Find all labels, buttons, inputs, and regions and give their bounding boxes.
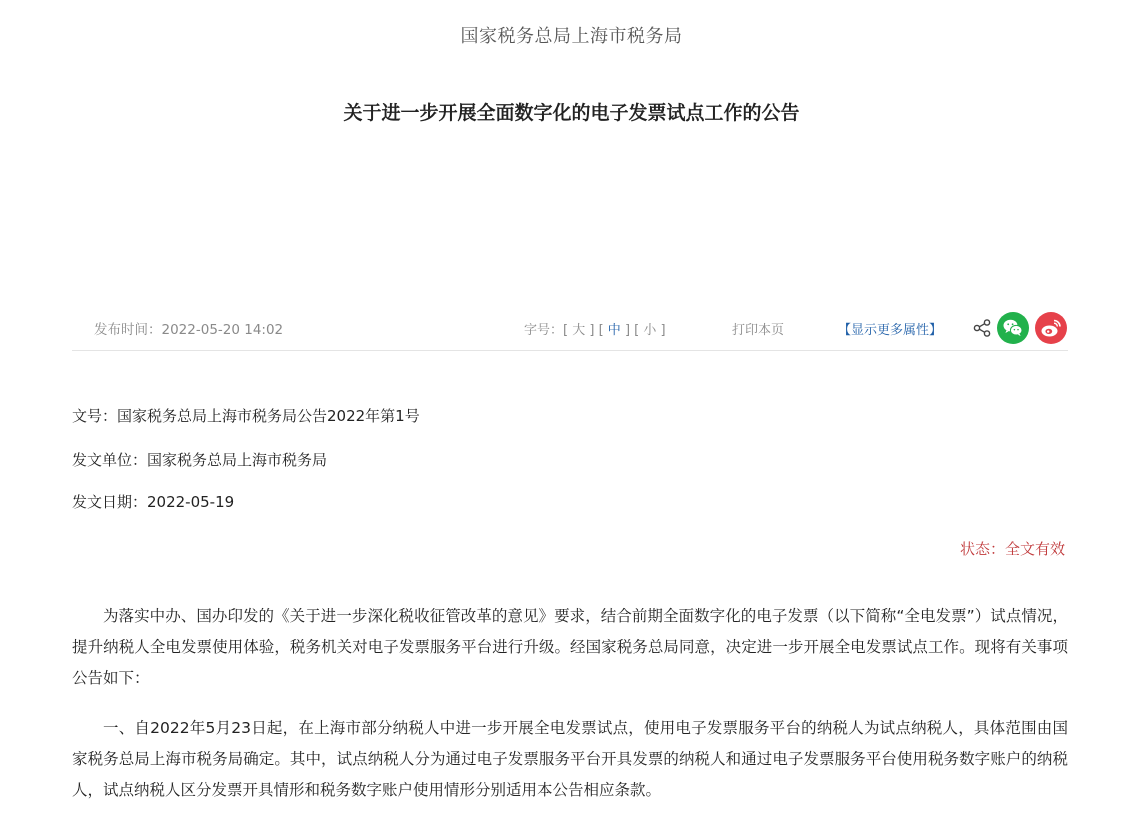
article-title: 关于进一步开展全面数字化的电子发票试点工作的公告 <box>343 102 800 124</box>
share-icon[interactable] <box>972 318 992 338</box>
print-page-link[interactable]: 打印本页 <box>732 323 785 338</box>
publish-time: 发布时间：2022-05-20 14:02 <box>94 322 284 338</box>
font-size-medium-button[interactable]: 中 <box>607 323 621 338</box>
body-paragraph: 为落实中办、国办印发的《关于进一步深化税收征管改革的意见》要求，结合前期全面数字化的电子发票（以下简称“全电发票”）试点情况，提升纳税人全电发票使用体验，税务机关对电子发票服务平台进行升级。经国家税务总局同意，决定进一步开展全电发票试点工作。现将有关事项公告如下： <box>72 607 1068 687</box>
issue-date: 发文日期：2022-05-19 <box>72 493 235 511</box>
font-size-large-button[interactable]: 大 <box>572 323 586 338</box>
font-size-switcher: 字号：[ 大 ] [ 中 ] [ 小 ] <box>524 323 666 338</box>
font-size-small-button[interactable]: 小 <box>643 323 657 338</box>
weibo-icon[interactable] <box>1035 312 1067 344</box>
body-paragraph: 一、自2022年5月23日起，在上海市部分纳税人中进一步开展全电发票试点，使用电子发票服务平台的纳税人为试点纳税人，具体范围由国家税务总局上海市税务局确定。其中，试点纳税人分为通过电子发票服务平台开具发票的纳税人和通过电子发票服务平台使用税务数字账户的纳税人，试点纳税人区分发票开具情形和税务数字账户使用情形分别适用本公告相应条款。 <box>72 719 1068 799</box>
font-size-label: 字号： <box>524 323 564 338</box>
show-more-properties-link[interactable]: 【显示更多属性】 <box>838 323 943 338</box>
doc-number: 文号：国家税务总局上海市税务局公告2022年第1号 <box>72 407 420 425</box>
issuing-unit: 发文单位：国家税务总局上海市税务局 <box>72 451 328 469</box>
status-badge: 状态：全文有效 <box>959 540 1065 558</box>
org-name: 国家税务总局上海市税务局 <box>460 26 683 47</box>
wechat-icon[interactable] <box>997 312 1029 344</box>
article-meta-bar <box>72 310 1068 351</box>
